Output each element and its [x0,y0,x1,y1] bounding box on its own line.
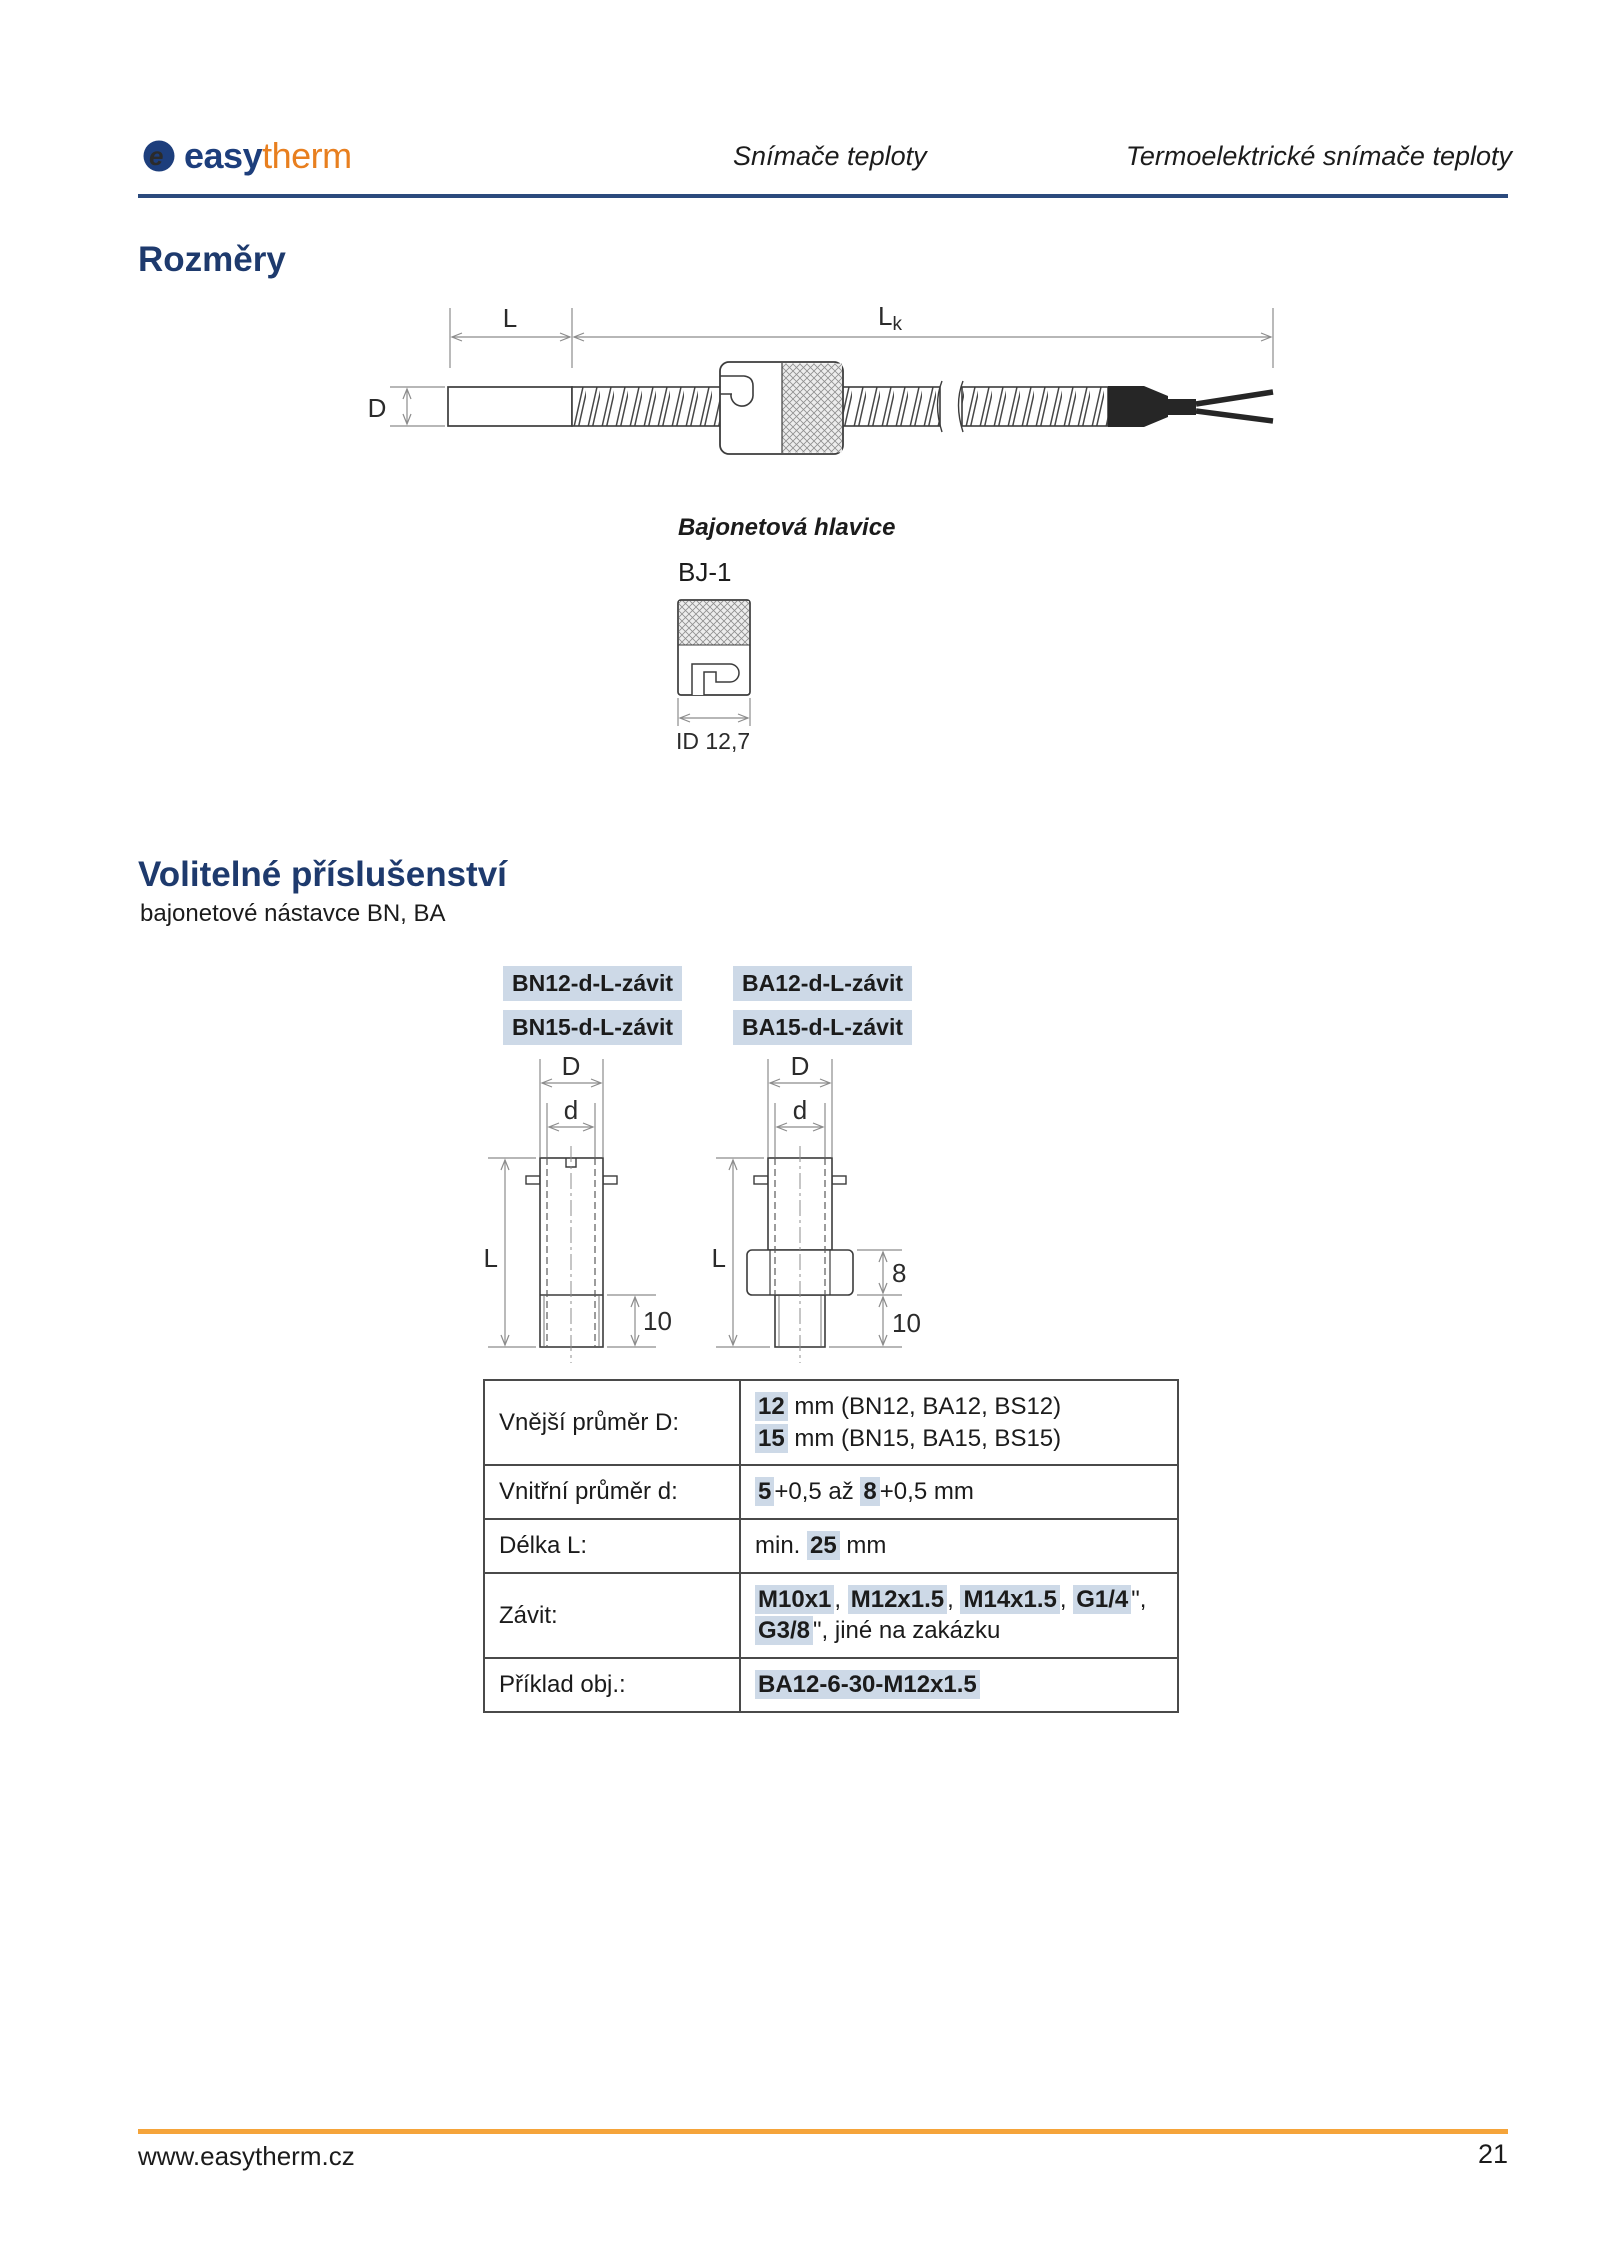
easytherm-logo [141,135,352,176]
section-title-dimensions: Rozměry [138,240,286,279]
spec-value: min. 25 mm [740,1519,1178,1573]
dim-label-L: L [711,1243,726,1273]
header-doc-category: Snímače teploty [733,141,927,171]
bayonet-cap [720,362,843,454]
bayonet-head-title: Bajonetová hlavice [678,514,896,541]
probe-body [448,362,1273,454]
dim-label-inner-diameter: ID 12,7 [676,728,751,754]
logo-icon [141,138,177,174]
dim-label-L: L [483,1243,498,1273]
header-rule [138,194,1508,198]
dim-label-D: D [561,1051,581,1081]
dim-label-10: 10 [892,1308,921,1338]
dim-label-8: 8 [892,1258,907,1288]
accessories-subtitle: bajonetové nástavce BN, BA [140,900,446,927]
spec-label: Vnější průměr D: [484,1380,740,1465]
hose-break-mark [938,381,964,432]
table-row [484,1465,1178,1519]
section-title-accessories: Volitelné příslušenství [138,855,507,894]
dimension-lines [678,698,750,726]
specs-table [483,1379,1179,1713]
table-row [484,1380,1178,1465]
footer-page-number: 21 [1477,2139,1508,2169]
logo-text-therm: therm [262,135,352,176]
dim-label-10: 10 [643,1306,672,1336]
adapters-dimensional-drawing [440,1045,960,1370]
table-row [484,1658,1178,1712]
spec-value: 12 mm (BN12, BA12, BS12) 15 mm (BN15, BA15, BS15) [740,1380,1178,1465]
spec-value: M10x1 , M12x1.5 , M14x1.5 , G1/4 ", G3/8 ", jiné na zakázku [740,1573,1178,1658]
spec-label: Příklad obj.: [484,1658,740,1712]
dim-label-lk: Lk [878,301,902,335]
bayonet-head-drawing [640,586,810,766]
dim-label-d-outer: D [367,393,387,423]
table-row [484,1519,1178,1573]
spec-label: Vnitřní průměr d: [484,1465,740,1519]
cable-end [1108,386,1273,427]
spec-label: Závit: [484,1573,740,1658]
logo-wordmark [184,135,352,176]
table-row [484,1573,1178,1658]
logo-text-easy: easy [184,135,263,176]
svg-text:e: e [149,141,164,171]
spec-value: BA12-6-30-M12x1.5 [740,1658,1178,1712]
probe-dimensional-drawing [240,280,1340,480]
adapter-ba-drawing [712,1051,921,1363]
order-code-ba12: BA12-d-L-závit [733,966,912,1001]
specs-table-body [484,1380,1178,1712]
dim-label-l: L [502,303,518,333]
order-code-ba15: BA15-d-L-závit [733,1010,912,1045]
bayonet-head-model: BJ-1 [678,557,732,587]
dim-label-d: d [563,1095,579,1125]
dim-label-D: D [790,1051,810,1081]
knurled-top [679,601,749,645]
header-doc-title: Termoelektrické snímače teploty [1125,141,1512,171]
order-code-bn12: BN12-d-L-závit [503,966,682,1001]
footer-url: www.easytherm.cz [138,2141,355,2171]
footer-rule [138,2129,1508,2134]
adapter-bn-drawing [484,1051,672,1363]
dim-label-d: d [792,1095,808,1125]
spec-label: Délka L: [484,1519,740,1573]
order-code-bn15: BN15-d-L-závit [503,1010,682,1045]
spec-value: 5 +0,5 až 8 +0,5 mm [740,1465,1178,1519]
